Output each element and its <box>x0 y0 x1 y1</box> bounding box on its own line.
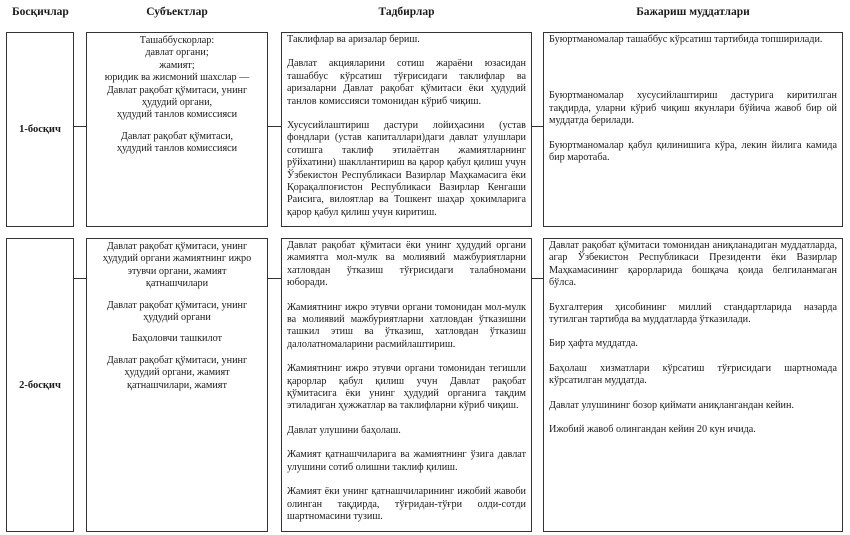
deadline-item: Баҳолаш хизматлари кўрсатиш тўғрисидаги шартномада кўрсатилган муддатда. <box>549 362 837 387</box>
subject-item: Давлат рақобат қўмитаси, унинг ҳудудий органи жамиятнинг ижро этувчи органи, жамият қатнашчилари <box>102 241 252 290</box>
action-item: Давлат рақобат қўмитаси ёки унинг ҳудудий органи жамиятга мол-мулк ва молиявий мажбуриятларни хатловдан ўтказиш тўғрисидаги талабномани юборади. <box>287 240 526 289</box>
subject-item: Давлат рақобат қўмитаси, унинг ҳудудий органи, жамият қатнашчилари, жамият <box>106 354 248 391</box>
header-stages: Босқичлар <box>12 6 69 18</box>
header-subjects: Субъектлар <box>146 6 208 18</box>
connector-line <box>268 126 281 127</box>
subject-line: ҳудудий танлов комиссияси <box>116 143 238 155</box>
stage-2-actions-box <box>281 238 532 532</box>
header-deadlines: Бажариш муддатлари <box>636 6 750 18</box>
subject-line: Давлат рақобат қўмитаси, унинг <box>106 84 248 96</box>
connector-line <box>74 278 86 279</box>
action-item: Жамият ёки унинг қатнашчиларининг ижобий жавоби олинган тақдирда, тўғридан-тўғри олди-сотди шартномасини тузиш. <box>287 486 526 522</box>
deadline-item: Буюртманомалар хусусийлаштириш дастурига киритилган тақдирда, уларни кўриб чиқиш якунлари бўйича жавоб бир ой муддатда берилади. <box>549 90 837 127</box>
deadline-item: Давлат рақобат қўмитаси томонидан аниқланадиган муддатларда, агар Ўзбекистон Республикаси Президенти ёки Вазирлар Маҳкамасининг қарорларида бошқача қоида белгиланмаган бўлса. <box>549 240 837 289</box>
stage-1-subjects-box <box>86 32 268 227</box>
subject-line: Ташаббускорлар: <box>139 35 215 46</box>
deadline-item: Ижобий жавоб олингандан кейин 20 кун ичида. <box>549 424 756 436</box>
stage-1-box <box>6 32 74 227</box>
subject-line: жамият; <box>159 59 195 71</box>
stage-2-box <box>6 238 74 532</box>
subject-item: Баҳоловчи ташкилот <box>132 333 222 345</box>
subject-line: ҳудудий органи, <box>141 97 213 109</box>
subject-line: Давлат рақобат қўмитаси, <box>120 130 234 142</box>
action-item: Жамиятнинг ижро этувчи органи томонидан мол-мулк ва молиявий мажбуриятларни хатловдан ўтказишни ташкил этиш ва ўтказиш, хатловдан ўтказиш далолатномаларини расмийлаштириш. <box>287 301 526 350</box>
action-item: Таклифлар ва аризалар бериш. <box>287 34 420 45</box>
subject-line: давлат органи; <box>145 47 209 59</box>
deadline-item: Бухгалтерия ҳисобининг миллий стандартларида назарда тутилган тартибда ва муддатларда ўтказилади. <box>549 301 837 326</box>
action-item: Жамиятнинг ижро этувчи органи томонидан тегишли қарорлар қабул қилиш учун Давлат рақобат қўмитасига ёки унинг ҳудудий органига тақдим этиладиган ҳужжатлар ва таклифларни кўриб чиқиш. <box>287 363 526 412</box>
stage-2-subjects-box <box>86 238 268 532</box>
header-actions: Тадбирлар <box>378 6 435 18</box>
subject-line: ҳудудий танлов комиссияси <box>116 109 238 121</box>
connector-line <box>74 126 86 127</box>
deadline-item: Бир ҳафта муддатда. <box>549 338 638 350</box>
connector-line <box>532 278 543 279</box>
stage-1-actions-box <box>281 32 532 227</box>
action-item: Жамият қатнашчиларига ва жамиятнинг ўзига давлат улушини сотиб олишни таклиф қилиш. <box>287 449 526 473</box>
stage-1-label: 1-босқич <box>19 124 61 135</box>
connector-line <box>268 278 281 279</box>
stage-2-deadlines-box <box>543 238 843 532</box>
action-item: Давлат улушини баҳолаш. <box>287 424 401 436</box>
subject-item: Давлат рақобат қўмитаси, унинг ҳудудий органи <box>106 299 248 324</box>
connector-line <box>532 126 543 127</box>
stage-2-label: 2-босқич <box>19 379 61 391</box>
action-item: Давлат акцияларини сотиш жараёни юзасидан ташаббус кўрсатиш тўғрисидаги таклифлар ва аризаларни Давлат рақобат қўмитаси ёки ҳудудий танлов комиссияси томонидан кўриб чиқиш. <box>287 58 526 107</box>
subject-line: юридик ва жисмоний шахслар — <box>104 72 250 84</box>
deadline-item: Буюртманомалар ташаббус кўрсатиш тартибида топширилади. <box>549 34 823 45</box>
stage-1-deadlines-box <box>543 32 843 227</box>
deadline-item: Буюртманомалар қабул қилинишига кўра, лекин йилига камида бир маротаба. <box>549 139 837 164</box>
deadline-item: Давлат улушининг бозор қиймати аниқлангандан кейин. <box>549 399 795 411</box>
action-item: Хусусийлаштириш дастури лойиҳасини (устав фондлари (устав капиталлари)даги давлат улушлари сотишга таклиф этилаётган жамиятларнинг рўйхатини) шакллантириш ва қарор қабул қилиш учун Ўзбекистон Республикаси Вазирлар Маҳкамасига ёки Қорақалпоғистон Республикаси Вазирлар Кенгаши Раисига, вилоятлар ва Тошкент шаҳар ҳокимларига қарор қабул қилиш учун киритиш. <box>287 120 526 218</box>
